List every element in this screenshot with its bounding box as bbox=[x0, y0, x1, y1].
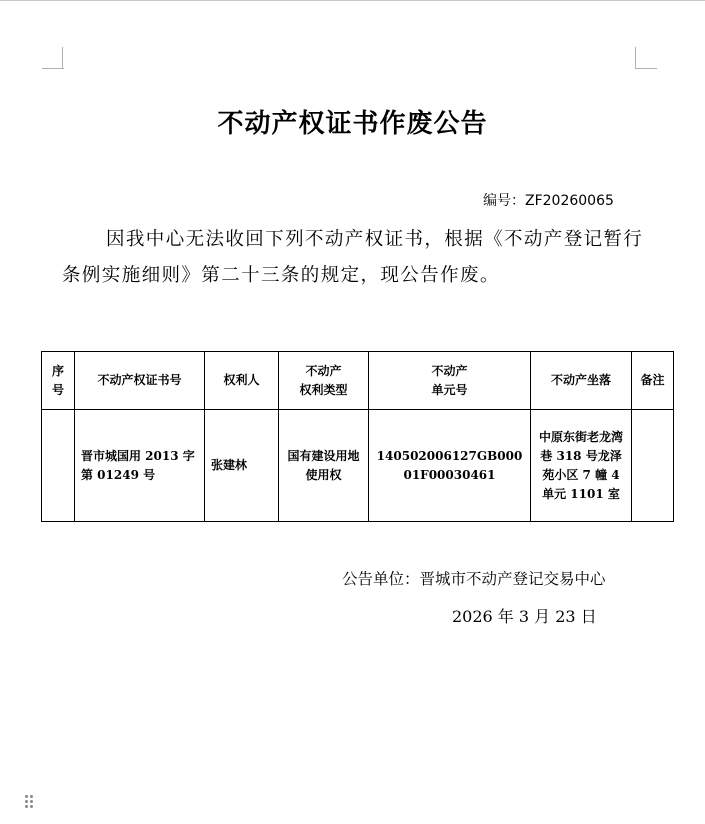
document-number: 编号：ZF20260065 bbox=[483, 193, 614, 209]
header-right-holder: 权利人 bbox=[205, 352, 279, 410]
cell-certificate-no: 晋市城国用 2013 字第 01249 号 bbox=[75, 410, 205, 522]
cell-index bbox=[42, 410, 75, 522]
header-certificate-no: 不动产权证书号 bbox=[75, 352, 205, 410]
cell-unit-no: 140502006127GB00001F00030461 bbox=[369, 410, 531, 522]
table-header-row bbox=[42, 352, 674, 410]
header-right-type: 不动产 权利类型 bbox=[279, 352, 369, 410]
page-top-border bbox=[0, 0, 705, 1]
issue-date: 2026 年 3 月 23 日 bbox=[452, 607, 597, 626]
header-unit-no: 不动产 单元号 bbox=[369, 352, 531, 410]
header-location: 不动产坐落 bbox=[531, 352, 632, 410]
cell-location: 中原东街老龙湾巷 318 号龙泽苑小区 7 幢 4 单元 1101 室 bbox=[531, 410, 632, 522]
issuer-line: 公告单位：晋城市不动产登记交易中心 bbox=[342, 570, 606, 588]
revoked-certificates-table bbox=[41, 351, 674, 522]
table-row bbox=[42, 410, 674, 522]
cell-right-holder: 张建林 bbox=[205, 410, 279, 522]
drag-handle-icon[interactable] bbox=[25, 795, 35, 809]
header-index: 序 号 bbox=[42, 352, 75, 410]
document-title: 不动产权证书作废公告 bbox=[217, 109, 488, 139]
header-remarks: 备注 bbox=[632, 352, 674, 410]
cell-remarks bbox=[632, 410, 674, 522]
cell-right-type: 国有建设用地使用权 bbox=[279, 410, 369, 522]
announcement-body: 因我中心无法收回下列不动产权证书，根据《不动产登记暂行条例实施细则》第二十三条的规定，现公告作废。 bbox=[62, 229, 644, 286]
